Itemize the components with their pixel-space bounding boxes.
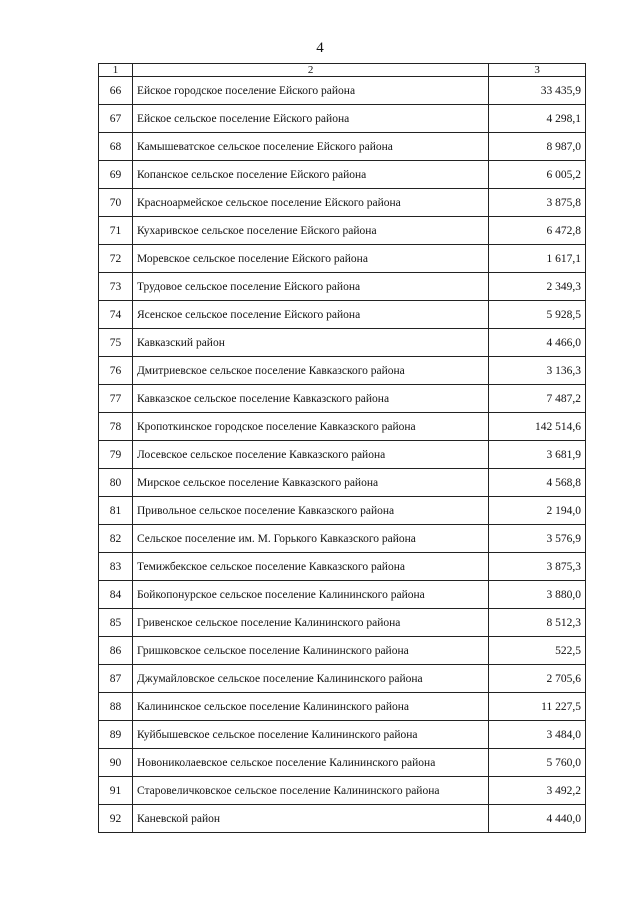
row-name: Красноармейское сельское поселение Ейского района	[132, 189, 488, 217]
row-number: 67	[99, 105, 133, 133]
table-row	[99, 497, 586, 525]
row-value: 3 681,9	[489, 441, 586, 469]
row-value: 8 512,3	[489, 609, 586, 637]
row-value: 4 298,1	[489, 105, 586, 133]
table-row	[99, 609, 586, 637]
row-value: 3 484,0	[489, 721, 586, 749]
table-row	[99, 161, 586, 189]
row-number: 91	[99, 777, 133, 805]
row-name: Ясенское сельское поселение Ейского района	[132, 301, 488, 329]
row-value: 5 760,0	[489, 749, 586, 777]
row-number: 89	[99, 721, 133, 749]
row-number: 85	[99, 609, 133, 637]
row-number: 72	[99, 245, 133, 273]
table-row	[99, 189, 586, 217]
table-row	[99, 777, 586, 805]
row-value: 6 005,2	[489, 161, 586, 189]
row-value: 522,5	[489, 637, 586, 665]
row-value: 1 617,1	[489, 245, 586, 273]
row-number: 82	[99, 525, 133, 553]
row-number: 86	[99, 637, 133, 665]
row-value: 3 492,2	[489, 777, 586, 805]
table-row	[99, 413, 586, 441]
row-name: Сельское поселение им. М. Горького Кавказского района	[132, 525, 488, 553]
row-name: Трудовое сельское поселение Ейского района	[132, 273, 488, 301]
row-number: 81	[99, 497, 133, 525]
row-number: 69	[99, 161, 133, 189]
row-number: 90	[99, 749, 133, 777]
row-name: Каневской район	[132, 805, 488, 833]
table-row	[99, 105, 586, 133]
row-value: 4 466,0	[489, 329, 586, 357]
table-body	[99, 77, 586, 833]
row-number: 83	[99, 553, 133, 581]
table-row	[99, 245, 586, 273]
row-number: 79	[99, 441, 133, 469]
table-row	[99, 637, 586, 665]
row-number: 66	[99, 77, 133, 105]
row-name: Кропоткинское городское поселение Кавказского района	[132, 413, 488, 441]
row-name: Копанское сельское поселение Ейского района	[132, 161, 488, 189]
row-value: 3 880,0	[489, 581, 586, 609]
row-value: 3 875,3	[489, 553, 586, 581]
row-number: 76	[99, 357, 133, 385]
row-number: 73	[99, 273, 133, 301]
row-name: Гришковское сельское поселение Калининского района	[132, 637, 488, 665]
row-number: 78	[99, 413, 133, 441]
table-row	[99, 301, 586, 329]
header-col-3: 3	[489, 64, 586, 77]
table-row	[99, 469, 586, 497]
row-value: 2 349,3	[489, 273, 586, 301]
row-name: Кавказский район	[132, 329, 488, 357]
row-name: Старовеличковское сельское поселение Калининского района	[132, 777, 488, 805]
row-value: 3 136,3	[489, 357, 586, 385]
row-name: Лосевское сельское поселение Кавказского района	[132, 441, 488, 469]
row-name: Куйбышевское сельское поселение Калининского района	[132, 721, 488, 749]
row-number: 92	[99, 805, 133, 833]
table-row	[99, 357, 586, 385]
row-value: 2 194,0	[489, 497, 586, 525]
table-row	[99, 805, 586, 833]
row-value: 142 514,6	[489, 413, 586, 441]
row-number: 80	[99, 469, 133, 497]
row-name: Мирское сельское поселение Кавказского района	[132, 469, 488, 497]
row-value: 33 435,9	[489, 77, 586, 105]
row-value: 11 227,5	[489, 693, 586, 721]
row-number: 87	[99, 665, 133, 693]
row-name: Новониколаевское сельское поселение Калининского района	[132, 749, 488, 777]
row-value: 3 576,9	[489, 525, 586, 553]
row-name: Кухаривское сельское поселение Ейского района	[132, 217, 488, 245]
row-value: 5 928,5	[489, 301, 586, 329]
table-row	[99, 77, 586, 105]
data-table	[98, 63, 586, 833]
row-name: Ейское городское поселение Ейского района	[132, 77, 488, 105]
table-row	[99, 329, 586, 357]
row-name: Дмитриевское сельское поселение Кавказского района	[132, 357, 488, 385]
header-col-2: 2	[132, 64, 488, 77]
table-row	[99, 553, 586, 581]
row-value: 3 875,8	[489, 189, 586, 217]
row-value: 4 440,0	[489, 805, 586, 833]
header-col-1: 1	[99, 64, 133, 77]
row-value: 8 987,0	[489, 133, 586, 161]
row-number: 88	[99, 693, 133, 721]
row-name: Калининское сельское поселение Калининского района	[132, 693, 488, 721]
table-row	[99, 385, 586, 413]
row-number: 74	[99, 301, 133, 329]
table-row	[99, 525, 586, 553]
row-name: Моревское сельское поселение Ейского района	[132, 245, 488, 273]
row-name: Кавказское сельское поселение Кавказского района	[132, 385, 488, 413]
row-name: Гривенское сельское поселение Калининского района	[132, 609, 488, 637]
row-name: Ейское сельское поселение Ейского района	[132, 105, 488, 133]
table-row	[99, 581, 586, 609]
table-row	[99, 273, 586, 301]
row-number: 75	[99, 329, 133, 357]
table-row	[99, 441, 586, 469]
row-number: 71	[99, 217, 133, 245]
page-number: 4	[316, 40, 324, 56]
table-header-row	[99, 64, 586, 77]
row-value: 7 487,2	[489, 385, 586, 413]
row-value: 4 568,8	[489, 469, 586, 497]
table-row	[99, 665, 586, 693]
row-name: Темижбекское сельское поселение Кавказского района	[132, 553, 488, 581]
table-row	[99, 217, 586, 245]
table-row	[99, 721, 586, 749]
row-number: 68	[99, 133, 133, 161]
row-name: Джумайловское сельское поселение Калининского района	[132, 665, 488, 693]
row-value: 6 472,8	[489, 217, 586, 245]
row-name: Привольное сельское поселение Кавказского района	[132, 497, 488, 525]
row-number: 70	[99, 189, 133, 217]
row-name: Бойкопонурское сельское поселение Калининского района	[132, 581, 488, 609]
row-name: Камышеватское сельское поселение Ейского района	[132, 133, 488, 161]
table-row	[99, 749, 586, 777]
row-number: 84	[99, 581, 133, 609]
table-row	[99, 133, 586, 161]
row-value: 2 705,6	[489, 665, 586, 693]
table-row	[99, 693, 586, 721]
row-number: 77	[99, 385, 133, 413]
